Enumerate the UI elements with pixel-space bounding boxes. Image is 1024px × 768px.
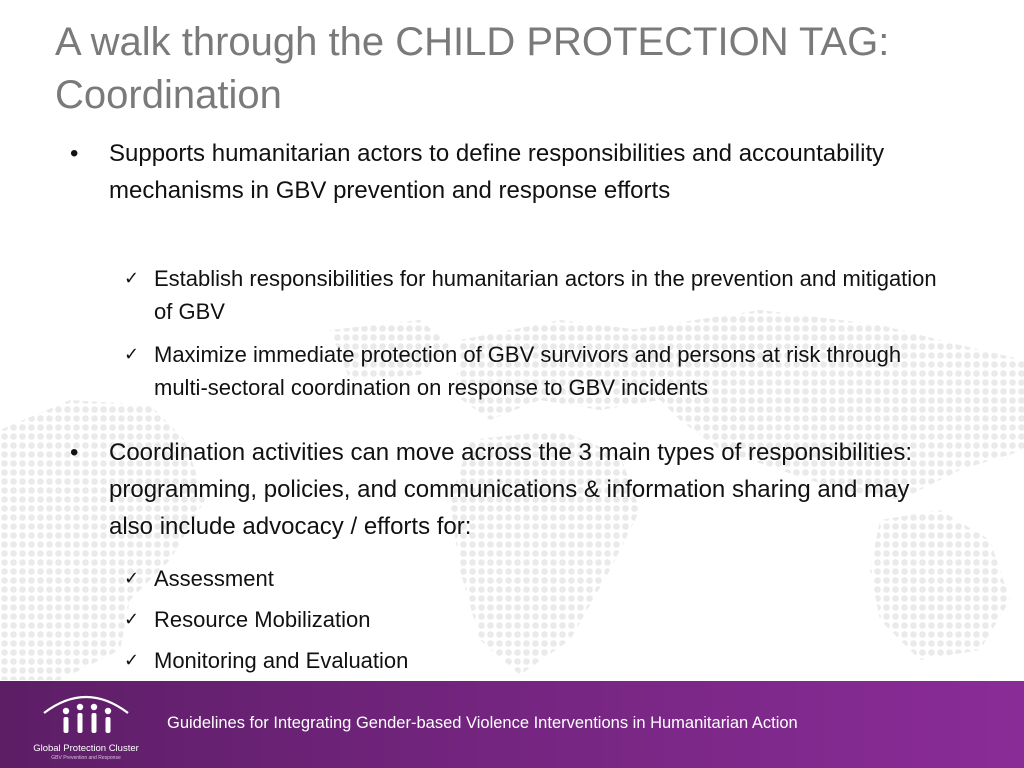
check-text: Maximize immediate protection of GBV survivors and persons at risk through multi-sectoral coordination on response to GBV incidents xyxy=(154,342,902,400)
bullet-dot-icon: • xyxy=(70,439,79,466)
logo-name: Global Protection Cluster xyxy=(33,743,139,754)
check-text: Assessment xyxy=(154,566,274,591)
slide-title: A walk through the CHILD PROTECTION TAG: Coordination xyxy=(55,20,890,117)
logo-subtitle: GBV Prevention and Response xyxy=(51,755,121,761)
people-figures-arc-logo xyxy=(36,687,136,741)
bullet-dot-icon: • xyxy=(70,140,79,167)
check-mark-icon: ✓ xyxy=(124,609,140,629)
check-mark-icon: ✓ xyxy=(124,568,140,588)
check-mark-icon: ✓ xyxy=(124,268,140,288)
global-protection-cluster-logo xyxy=(26,687,146,765)
check-text: Monitoring and Evaluation xyxy=(154,648,409,673)
check-mark-icon: ✓ xyxy=(124,650,140,670)
check-text: Establish responsibilities for humanitarian actors in the prevention and mitigation of GBV xyxy=(154,266,937,324)
check-mark-icon: ✓ xyxy=(124,344,140,364)
footer-bar xyxy=(0,681,1024,768)
check-text: Resource Mobilization xyxy=(154,607,371,632)
footer-caption: Guidelines for Integrating Gender-based Violence Interventions in Humanitarian Action xyxy=(167,714,798,732)
bullet-text: Coordination activities can move across the 3 main types of responsibilities: programming, policies, and communications & information sharing and may also include advocacy / efforts for: xyxy=(109,439,913,540)
bullet-text: Supports humanitarian actors to define responsibilities and accountability mechanisms in GBV prevention and response efforts xyxy=(109,140,885,204)
